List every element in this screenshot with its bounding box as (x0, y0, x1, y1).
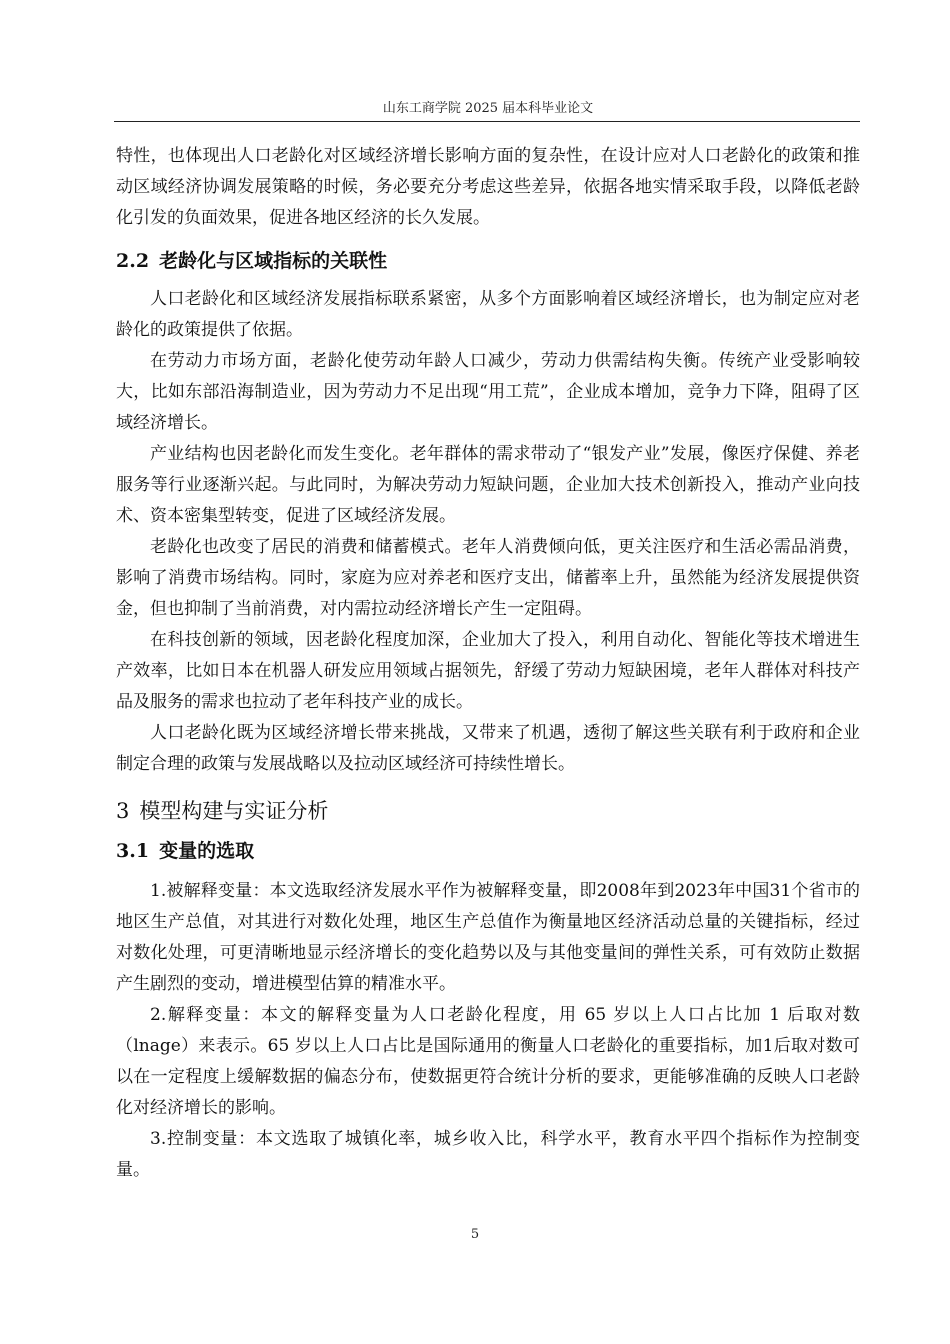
section-title: 变量的选取 (159, 840, 255, 862)
paragraph: 产业结构也因老龄化而发生变化。老年群体的需求带动了“银发产业”发展，像医疗保健、养老服务等行业逐渐兴起。与此同时，为解决劳动力短缺问题，企业加大技术创新投入，推动产业向技术、资本密集型转变，促进了区域经济发展。 (116, 444, 860, 526)
paragraph-intro-continuation: 特性，也体现出人口老龄化对区域经济增长影响方面的复杂性，在设计应对人口老龄化的政策和推动区域经济协调发展策略的时候，务必要充分考虑这些差异，依据各地实情采取手段，以降低老龄化引发的负面效果，促进各地区经济的长久发展。 (116, 146, 860, 228)
section-number: 3 (116, 799, 130, 823)
section-title: 模型构建与实证分析 (139, 799, 329, 823)
section-number: 3.1 (116, 840, 150, 862)
paragraph: 1.被解释变量：本文选取经济发展水平作为被解释变量，即2008年到2023年中国31个省市的地区生产总值，对其进行对数化处理，地区生产总值作为衡量地区经济活动总量的关键指标，经过对数化处理，可更清晰地显示经济增长的变化趋势以及与其他变量间的弹性关系，可有效防止数据产生剧烈的变动，增进模型估算的精准水平。 (116, 881, 860, 994)
section-number: 2.2 (116, 250, 150, 272)
paragraph: 在劳动力市场方面，老龄化使劳动年龄人口减少，劳动力供需结构失衡。传统产业受影响较大，比如东部沿海制造业，因为劳动力不足出现“用工荒”，企业成本增加，竞争力下降，阻碍了区域经济增长。 (116, 351, 860, 433)
paragraph: 老龄化也改变了居民的消费和储蓄模式。老年人消费倾向低，更关注医疗和生活必需品消费，影响了消费市场结构。同时，家庭为应对养老和医疗支出，储蓄率上升，虽然能为经济发展提供资金，但也抑制了当前消费，对内需拉动经济增长产生一定阻碍。 (116, 537, 860, 619)
section-heading-3-1 (116, 834, 860, 868)
page-number: 5 (470, 1227, 480, 1242)
paragraph: 人口老龄化既为区域经济增长带来挑战，又带来了机遇，透彻了解这些关联有利于政府和企业制定合理的政策与发展战略以及拉动区域经济可持续性增长。 (116, 723, 860, 774)
header-rule (114, 121, 860, 122)
paragraph: 2.解释变量：本文的解释变量为人口老龄化程度，用 65 岁以上人口占比加 1 后取对数（lnage）来表示。65 岁以上人口占比是国际通用的衡量人口老龄化的重要指标，加1后取对数可以在一定程度上缓解数据的偏态分布，使数据更符合统计分析的要求，更能够准确的反映人口老龄化对经济增长的影响。 (116, 1005, 860, 1118)
paragraph: 在科技创新的领域，因老龄化程度加深，企业加大了投入，利用自动化、智能化等技术增进生产效率，比如日本在机器人研发应用领域占据领先，舒缓了劳动力短缺困境，老年人群体对科技产品及服务的需求也拉动了老年科技产业的成长。 (116, 630, 860, 712)
section-title: 老龄化与区域指标的关联性 (159, 250, 388, 272)
running-header: 山东工商学院 2025 届本科毕业论文 (382, 101, 594, 116)
section-heading-2-2 (116, 244, 860, 278)
paragraph: 人口老龄化和区域经济发展指标联系紧密，从多个方面影响着区域经济增长，也为制定应对老龄化的政策提供了依据。 (116, 289, 860, 340)
paragraph: 3.控制变量：本文选取了城镇化率，城乡收入比，科学水平，教育水平四个指标作为控制变量。 (116, 1129, 860, 1180)
section-heading-3 (116, 792, 860, 830)
page-content (116, 141, 860, 1186)
